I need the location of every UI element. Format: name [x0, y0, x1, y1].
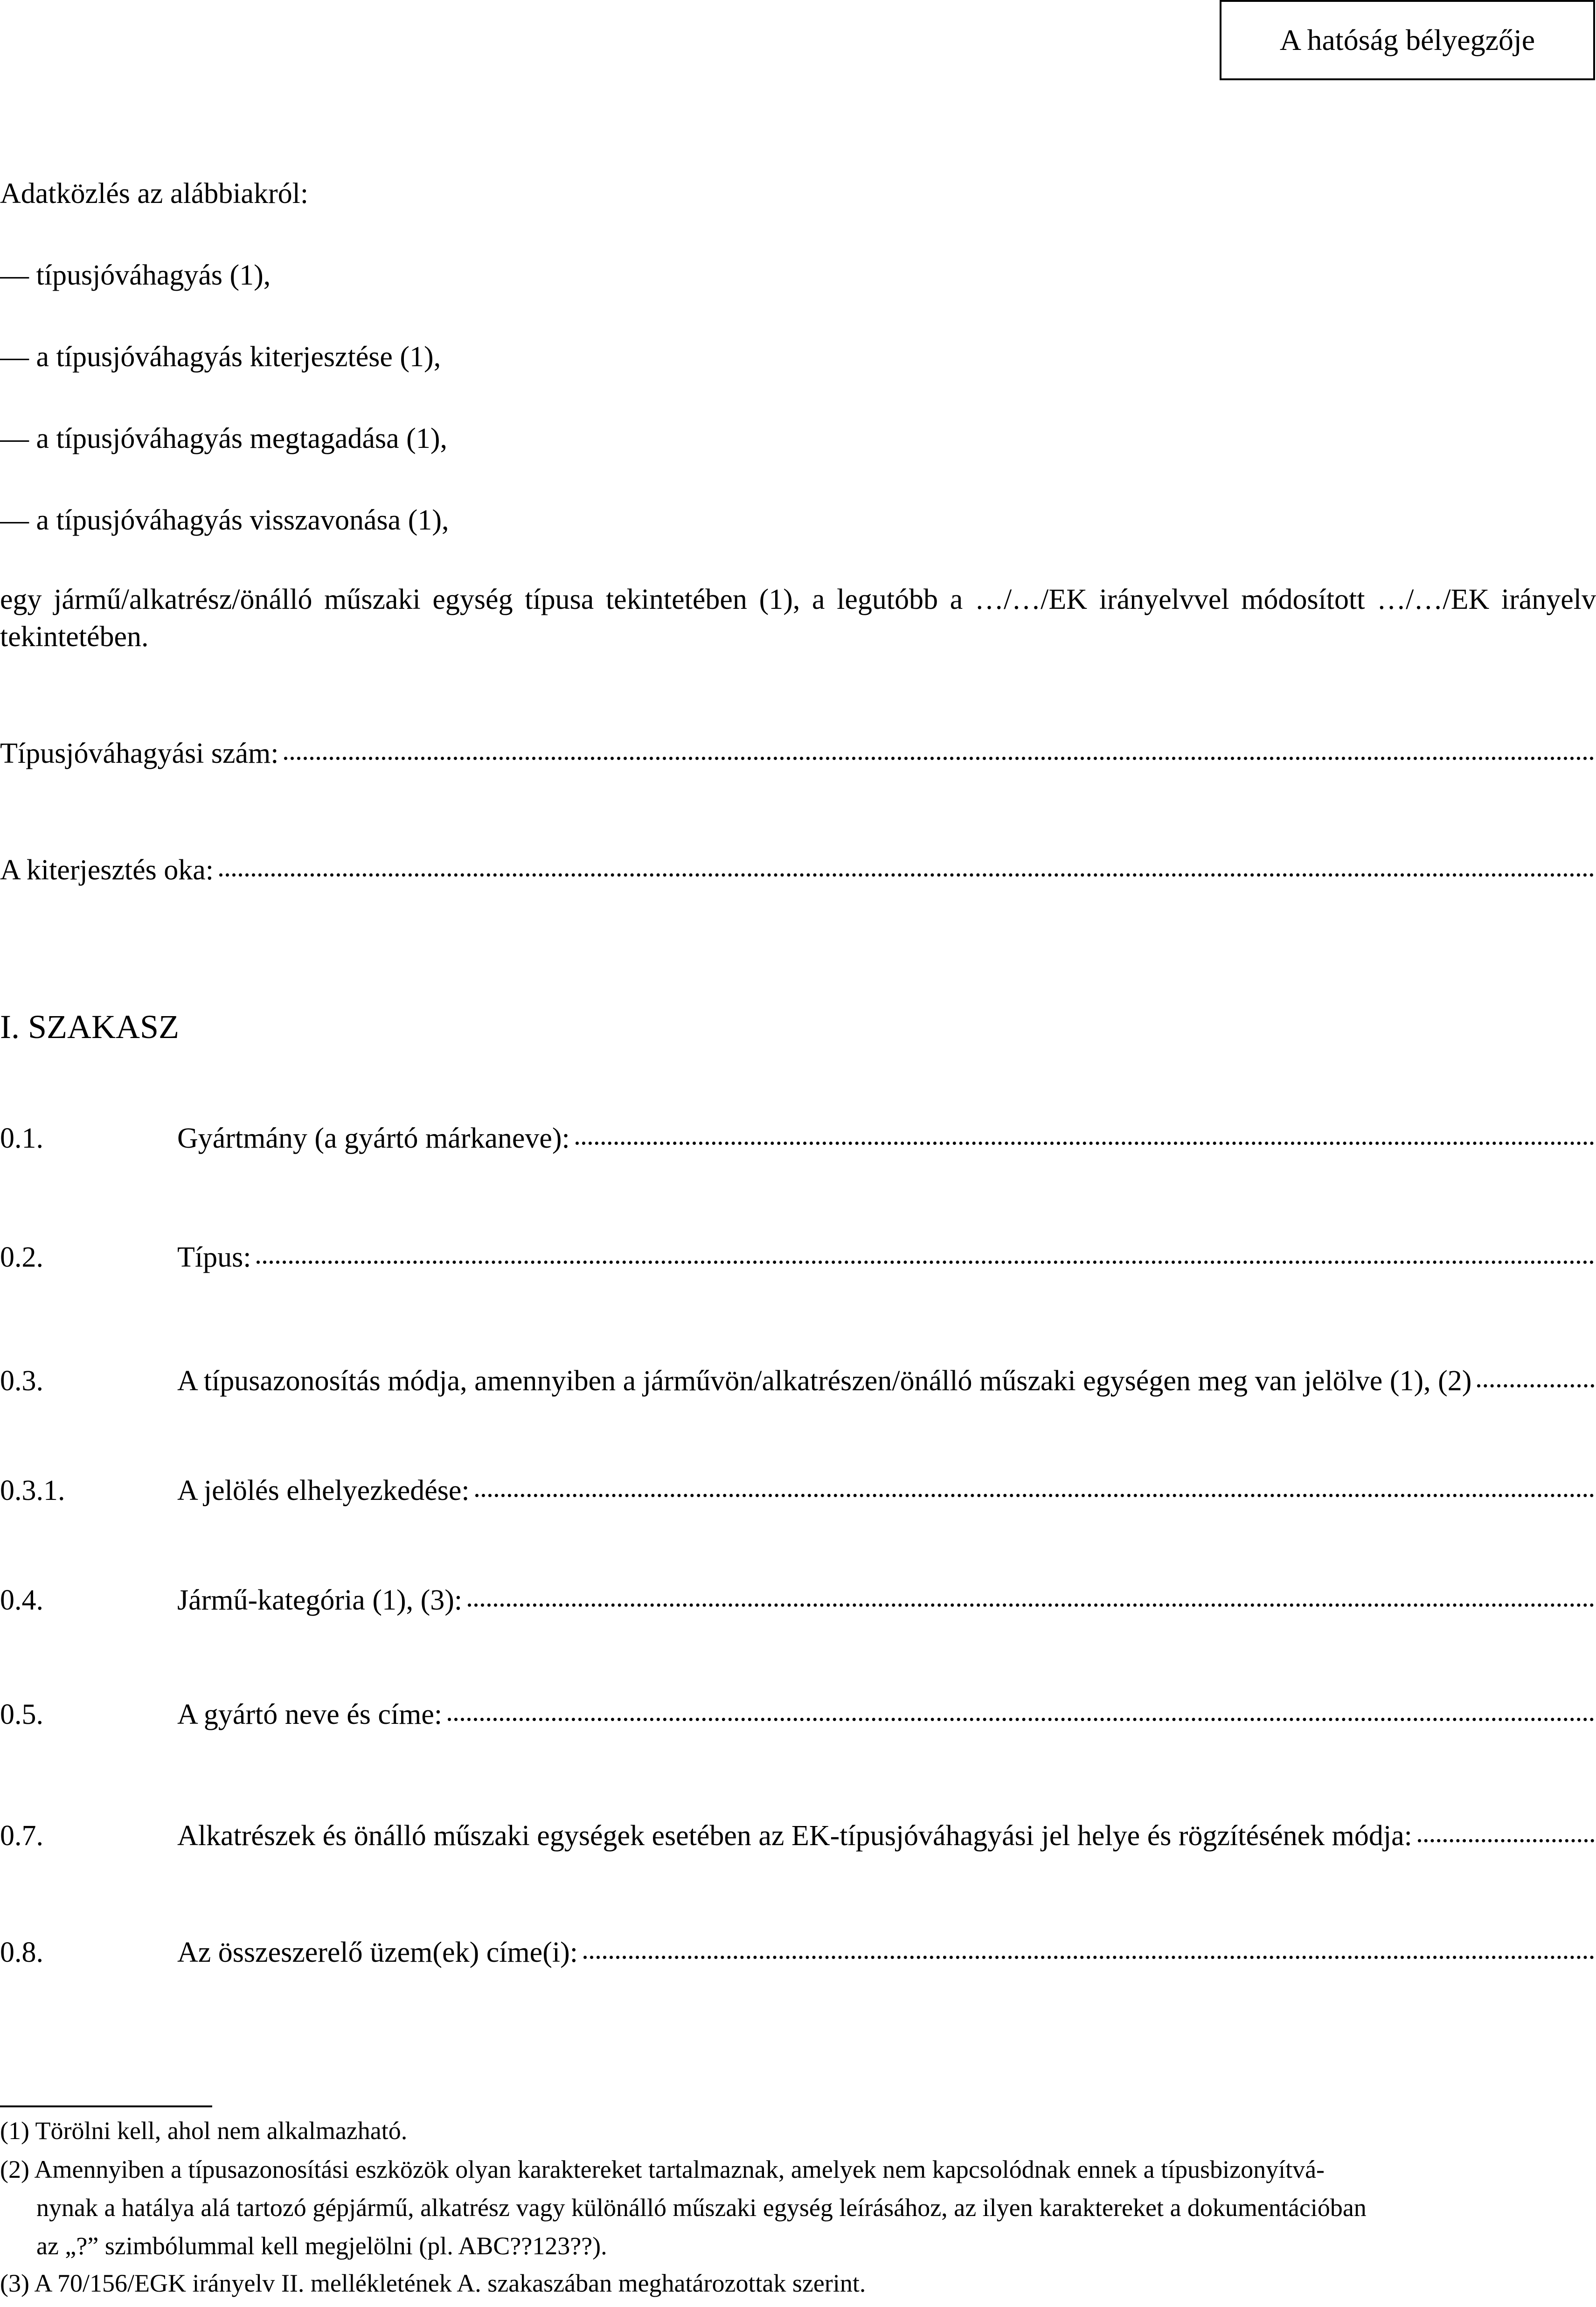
field-number: 0.4. [0, 1584, 43, 1616]
field-number: 0.8. [0, 1937, 43, 1968]
extension-reason-dotted-line [219, 873, 1594, 877]
approval-number-label: Típusjóváhagyási szám: [0, 738, 279, 769]
field-number: 0.2. [0, 1241, 43, 1273]
list-item-refusal: — a típusjóváhagyás megtagadása (1), [0, 423, 447, 454]
field-label: A típusazonosítás módja, amennyiben a járművön/alkatrészen/önálló műszaki egységen meg van jelölve (1), (2) [177, 1365, 1472, 1397]
field-label: Alkatrészek és önálló műszaki egységek esetében az EK-típusjóváhagyási jel helye és rögzítésének módja: [177, 1820, 1412, 1852]
field-row [0, 1122, 1594, 1155]
field-number: 0.5. [0, 1699, 43, 1730]
field-label: Az összeszerelő üzem(ek) címe(i): [177, 1937, 578, 1968]
approval-number-dotted-line [284, 757, 1594, 760]
field-number: 0.7. [0, 1820, 43, 1852]
footnote-2-line-2: nynak a hatálya alá tartozó gépjármű, alkatrész vagy különálló műszaki egység leírásához, az ilyen karaktereket a dokumentációban [36, 2194, 1367, 2222]
list-item-type-approval: — típusjóváhagyás (1), [0, 259, 271, 291]
paragraph-line-2: tekintetében. [0, 621, 149, 653]
field-dotted-line [448, 1718, 1594, 1721]
authority-stamp-box [1220, 0, 1595, 80]
field-label: Típus: [177, 1241, 251, 1273]
footnote-2-line-3: az „?” szimbólummal kell megjelölni (pl. ABC??123??). [36, 2232, 607, 2260]
field-row [0, 1936, 1594, 1969]
field-number: 0.3. [0, 1365, 43, 1397]
field-dotted-line [468, 1603, 1594, 1607]
authority-stamp-label: A hatóság bélyegzője [1279, 23, 1535, 56]
field-dotted-line [1418, 1839, 1594, 1842]
list-item-withdrawal: — a típusjóváhagyás visszavonása (1), [0, 504, 449, 536]
intro-text: Adatközlés az alábbiakról: [0, 178, 309, 209]
field-dotted-line [576, 1142, 1594, 1145]
field-dotted-line [475, 1494, 1594, 1497]
list-item-extension: — a típusjóváhagyás kiterjesztése (1), [0, 341, 441, 373]
field-row [0, 1584, 1594, 1617]
field-label: Jármű-kategória (1), (3): [177, 1584, 463, 1616]
paragraph-line-1: egy jármű/alkatrész/önálló műszaki egység típusa tekintetében (1), a legutóbb a …/…/EK irányelvvel módosított …/…/EK irányelv [0, 584, 1596, 615]
field-row [0, 1819, 1594, 1853]
section-title: I. SZAKASZ [0, 1008, 180, 1045]
field-dotted-line [257, 1261, 1594, 1264]
footnote-1: (1) Törölni kell, ahol nem alkalmazható. [0, 2117, 408, 2145]
field-number: 0.1. [0, 1122, 43, 1154]
field-dotted-line [583, 1956, 1594, 1959]
field-label: A jelölés elhelyezkedése: [177, 1475, 470, 1506]
extension-reason-field [0, 854, 1594, 887]
approval-number-field [0, 737, 1594, 770]
field-number: 0.3.1. [0, 1475, 65, 1506]
field-label: Gyártmány (a gyártó márkaneve): [177, 1122, 570, 1154]
field-row [0, 1698, 1594, 1731]
footnote-3: (3) A 70/156/EGK irányelv II. mellékletének A. szakaszában meghatározottak szerint. [0, 2269, 866, 2297]
field-dotted-line [1477, 1384, 1594, 1387]
field-row [0, 1365, 1594, 1398]
field-label: A gyártó neve és címe: [177, 1699, 443, 1730]
field-row [0, 1241, 1594, 1274]
extension-reason-label: A kiterjesztés oka: [0, 854, 214, 886]
footnote-divider [0, 2105, 212, 2107]
field-row [0, 1474, 1594, 1507]
footnote-2-line-1: (2) Amennyiben a típusazonosítási eszközök olyan karaktereket tartalmaznak, amelyek nem kapcsolódnak ennek a típusbizonyítvá- [0, 2155, 1325, 2183]
